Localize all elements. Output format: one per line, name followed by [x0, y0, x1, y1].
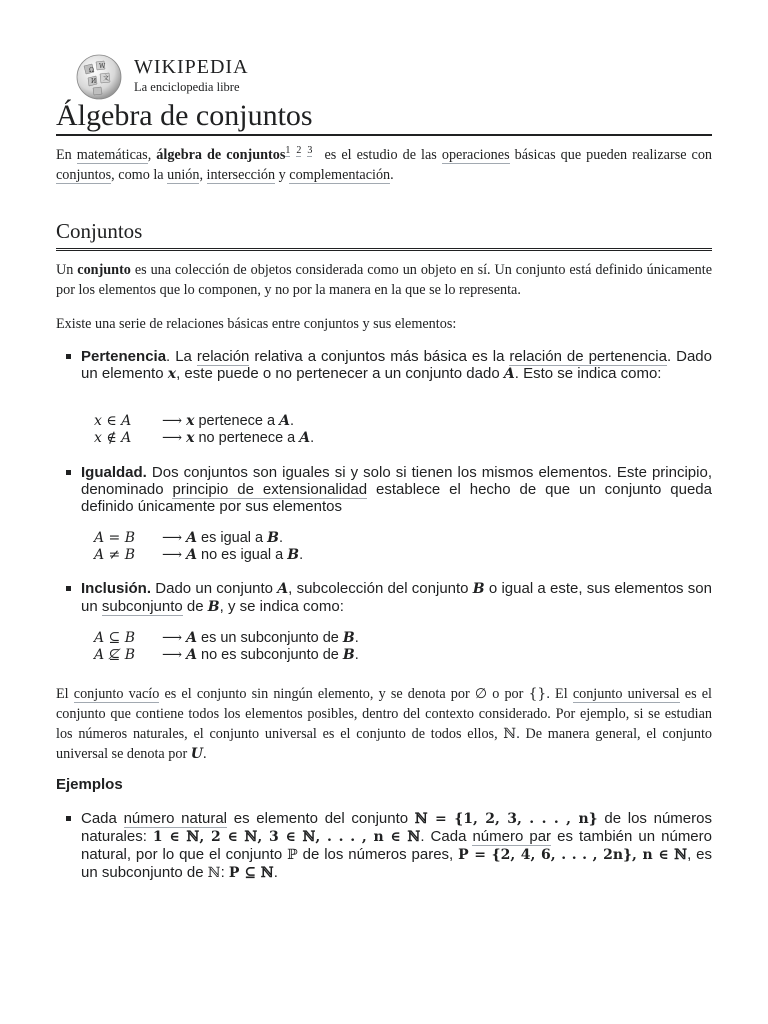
text: de los números naturales:	[81, 810, 712, 845]
link-conjuntos[interactable]: conjuntos	[56, 167, 112, 183]
bullet-icon	[66, 470, 71, 475]
math-A: A	[277, 581, 289, 597]
text: de	[182, 598, 208, 615]
text: El	[56, 686, 74, 702]
text: .	[290, 413, 295, 429]
relation-expr: A = B	[94, 530, 136, 546]
svg-text:Ω: Ω	[89, 67, 94, 74]
relation-text: no es subconjunto de	[196, 647, 343, 663]
link-relacion-pertenencia[interactable]: relación de pertenencia	[509, 348, 667, 365]
relation-text: no pertenece a	[194, 430, 300, 446]
relations-intro: Existe una serie de relaciones básicas entre conjuntos y sus elementos:	[56, 316, 457, 332]
math-var: A	[186, 530, 197, 546]
link-conjunto-vacio[interactable]: conjunto vacío	[73, 686, 160, 702]
math-var: B	[267, 530, 279, 546]
math-even-set: P = {2, 4, 6, . . . , 2n}, n ∈ ℕ	[458, 847, 688, 863]
arrow-icon: ⟶	[162, 413, 183, 429]
text: de los números pares,	[297, 846, 459, 863]
bullet-icon	[66, 586, 71, 591]
math-var: B	[342, 630, 355, 646]
math-subset: P ⊆ ℕ	[228, 865, 274, 881]
text: .	[354, 630, 359, 646]
math-var: A	[186, 547, 197, 563]
math-naturals: ℕ	[503, 726, 517, 742]
math-empty-set: ∅	[474, 686, 488, 702]
link-subconjunto[interactable]: subconjunto	[101, 598, 183, 615]
math-naturals-set: ℕ = {1, 2, 3, . . . , n}	[414, 811, 598, 827]
empty-universal-paragraph	[56, 684, 712, 764]
svg-text:И: И	[91, 78, 97, 85]
link-numero-natural[interactable]: número natural	[123, 810, 228, 827]
page-title: Álgebra de conjuntos	[56, 98, 712, 136]
site-logo[interactable]	[56, 50, 316, 100]
math-P-set: ℙ	[287, 847, 298, 863]
wordmark: WIKIPEDIA	[134, 56, 249, 78]
relation-expr: x ∈ A	[94, 413, 132, 429]
text: .	[278, 530, 283, 546]
arrow-icon: ⟶	[162, 647, 183, 663]
tagline: La enciclopedia libre	[134, 80, 240, 94]
arrow-icon: ⟶	[162, 547, 183, 563]
text: Cada	[81, 810, 124, 827]
text: .	[202, 746, 207, 762]
math-B: B	[207, 599, 220, 615]
ref-3[interactable]: 3	[307, 145, 313, 157]
link-complementacion[interactable]: complementación	[289, 167, 391, 183]
text: es también un número natural, por lo que el conjunto	[81, 828, 712, 863]
relation-row	[94, 547, 303, 564]
text: es el conjunto sin ningún elemento, y se denota por	[159, 686, 475, 702]
text: , este puede o no pertenecer a un conjunto dado	[176, 365, 504, 382]
text: relativa a conjuntos más básica es la	[249, 348, 510, 365]
text: .	[354, 647, 359, 663]
math-var: A	[299, 430, 311, 446]
relation-text: pertenece a	[194, 413, 280, 429]
list-item-igualdad	[56, 464, 712, 515]
relation-row	[94, 413, 314, 430]
bullet-icon	[66, 354, 71, 359]
text: ,	[147, 147, 157, 163]
arrow-icon: ⟶	[162, 430, 183, 446]
math-var: B	[287, 547, 300, 563]
link-conjunto-universal[interactable]: conjunto universal	[572, 686, 680, 702]
text: . Cada	[420, 828, 473, 845]
relation-text: es un subconjunto de	[196, 630, 343, 646]
wikipedia-globe-icon	[74, 52, 124, 102]
text: Dos conjuntos son iguales si y solo si tienen los mismos elementos. Este principio, denominado	[81, 464, 712, 498]
relation-text: no es igual a	[196, 547, 288, 563]
relation-row	[94, 530, 303, 547]
text: , y se indica como:	[219, 598, 344, 615]
text: , subcolección del conjunto	[288, 580, 473, 597]
text: . El	[546, 686, 573, 702]
intro-paragraph	[56, 145, 712, 185]
text: .	[299, 547, 304, 563]
math-A: A	[503, 366, 515, 382]
text: , es un subconjunto de	[81, 846, 712, 881]
link-interseccion[interactable]: intersección	[206, 167, 276, 183]
text: . Esto se indica como:	[514, 365, 662, 382]
text: Un	[56, 262, 78, 278]
text: , como la	[111, 167, 168, 183]
link-principio-extensionalidad[interactable]: principio de extensionalidad	[172, 481, 368, 498]
bold-term: álgebra de conjuntos	[156, 147, 286, 163]
math-membership-list: 1 ∈ ℕ, 2 ∈ ℕ, 3 ∈ ℕ, . . . , n ∈ ℕ	[152, 829, 421, 845]
igualdad-relations	[94, 530, 303, 564]
list-item-pertenencia	[56, 348, 712, 383]
text: o por	[487, 686, 529, 702]
relation-text: es igual a	[196, 530, 268, 546]
subsection-heading-ejemplos: Ejemplos	[56, 776, 123, 793]
link-matematicas[interactable]: matemáticas	[76, 147, 148, 163]
relation-expr: A ⊈ B	[94, 647, 136, 663]
link-union[interactable]: unión	[167, 167, 200, 183]
text: . Dado un elemento	[81, 348, 712, 382]
arrow-icon: ⟶	[162, 530, 183, 546]
link-operaciones[interactable]: operaciones	[441, 147, 510, 163]
relation-row	[94, 647, 359, 664]
math-B: B	[472, 581, 485, 597]
text: .	[390, 167, 394, 183]
inclusion-relations	[94, 630, 359, 664]
item-label: Pertenencia	[81, 348, 167, 365]
ref-2[interactable]: 2	[296, 145, 302, 157]
text: . De manera general, el conjunto universal se denota por	[56, 726, 713, 762]
conjunto-definition	[56, 260, 712, 300]
text: Dado un conjunto	[151, 580, 278, 597]
svg-text:W: W	[99, 63, 106, 70]
relation-row	[94, 430, 314, 447]
pertenencia-relations	[94, 413, 314, 447]
relation-row	[94, 630, 359, 647]
item-label: Igualdad.	[81, 464, 147, 481]
math-x: x	[167, 366, 177, 382]
list-item-inclusion	[56, 580, 712, 616]
text: ,	[199, 167, 207, 183]
math-var: A	[186, 647, 197, 663]
relation-expr: x ∉ A	[94, 430, 132, 446]
text: y	[275, 167, 290, 183]
list-item-ejemplo-naturales	[56, 810, 712, 882]
math-var: x	[186, 413, 195, 429]
text: establece el hecho de que un conjunto queda definido únicamente por sus elementos	[81, 481, 712, 515]
math-var: A	[186, 630, 197, 646]
text: es el conjunto que contiene todos los elementos posibles, dentro del contexto considerado. Por ejemplo, si se estudian los números naturales, el conjunto universal es el conjunto de todos ellos,	[56, 686, 712, 742]
arrow-icon: ⟶	[162, 630, 183, 646]
text: . La	[166, 348, 197, 365]
math-var: A	[279, 413, 290, 429]
text: .	[310, 430, 315, 446]
svg-text:文: 文	[103, 75, 110, 82]
text: .	[273, 864, 278, 881]
math-var: B	[342, 647, 355, 663]
relation-expr: A ≠ B	[94, 547, 136, 563]
text: es elemento del conjunto	[227, 810, 415, 827]
item-label: Inclusión.	[81, 580, 152, 597]
math-braces: {}	[528, 686, 547, 702]
bold-term: conjunto	[77, 262, 131, 278]
link-numero-par[interactable]: número par	[472, 828, 552, 845]
ref-1[interactable]: 1	[285, 145, 291, 157]
references	[285, 145, 314, 156]
relation-expr: A ⊆ B	[94, 630, 136, 646]
bullet-icon	[66, 816, 71, 821]
text: En	[56, 147, 77, 163]
text: es una colección de objetos considerada como un objeto en sí. Un conjunto está definido únicamente por los elementos que lo componen, y no por la manera en la que se lo representa.	[56, 262, 712, 298]
math-var: x	[186, 430, 195, 446]
text: es el estudio de las	[324, 147, 442, 163]
math-U: U	[190, 746, 203, 762]
link-relacion[interactable]: relación	[196, 348, 250, 365]
text: o igual a este, sus elementos son un	[81, 580, 712, 615]
text: :	[220, 864, 229, 881]
text: básicas que pueden realizarse con	[509, 147, 713, 163]
math-naturals: ℕ	[207, 865, 221, 881]
section-heading-conjuntos: Conjuntos	[56, 218, 712, 251]
